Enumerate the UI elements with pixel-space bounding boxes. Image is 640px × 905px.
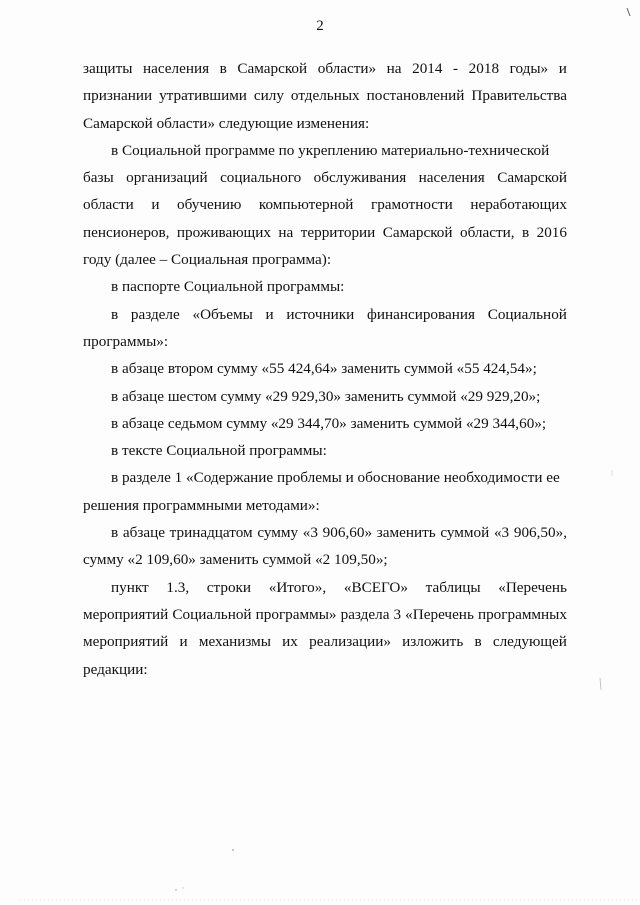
word: 906,50», xyxy=(513,524,567,542)
word: 3 xyxy=(393,605,402,623)
word: социального xyxy=(220,169,302,187)
text-line xyxy=(83,519,567,546)
text-line xyxy=(83,219,567,246)
word: постановлений xyxy=(366,87,465,105)
text-line xyxy=(83,601,567,628)
text-line xyxy=(83,55,567,82)
word: Самарской xyxy=(497,169,567,187)
word: сумму xyxy=(257,524,299,542)
text-line: году (далее – Социальная программа): xyxy=(83,251,332,269)
word: таблицы xyxy=(425,578,481,596)
text-line xyxy=(83,82,567,109)
text-line: Самарской области» следующие изменения: xyxy=(83,114,370,132)
word: «3 xyxy=(493,524,510,542)
text-line xyxy=(83,301,567,328)
word: и xyxy=(558,60,567,77)
text-line: программы»: xyxy=(83,332,169,350)
word: финансирования xyxy=(367,305,475,323)
word: компьютерной xyxy=(258,196,354,214)
word: 2018 xyxy=(468,60,500,77)
word: в xyxy=(474,633,482,651)
word: 2016 xyxy=(536,223,567,241)
word: источники xyxy=(286,305,355,323)
word: области, xyxy=(459,223,515,241)
word: программы» xyxy=(255,605,337,623)
word: «Перечень xyxy=(405,605,474,623)
text-line: сумму «2 109,60» заменить суммой «2 109,50»; xyxy=(83,551,388,569)
word: реализации» xyxy=(309,633,391,651)
word: обслуживания xyxy=(313,169,407,187)
word: отдельных xyxy=(290,87,360,105)
word: на xyxy=(386,60,402,77)
word: раздела xyxy=(340,605,390,623)
word: признании xyxy=(83,87,153,105)
text-line: в паспорте Социальной программы: xyxy=(111,278,345,296)
word: утратившими xyxy=(159,87,247,105)
word: суммой xyxy=(440,524,490,542)
word: 1.3, xyxy=(166,578,190,596)
word: территории xyxy=(300,223,376,241)
word: Социальной xyxy=(172,605,252,623)
word: тринадцатом xyxy=(169,524,253,542)
word: силу xyxy=(253,87,284,105)
word: «3 xyxy=(302,524,318,542)
word: в xyxy=(111,524,119,542)
text-line xyxy=(83,628,567,655)
text-line: в разделе 1 «Содержание проблемы и обоснование необходимости ее xyxy=(111,469,560,487)
word: неработающих xyxy=(470,196,567,214)
word: следующей xyxy=(492,633,567,651)
text-line: редакции: xyxy=(83,660,148,678)
word: механизмы xyxy=(198,633,271,651)
text-line: в Социальной программе по укреплению материально-технической xyxy=(111,141,550,159)
word: Самарской xyxy=(382,223,453,241)
word: изложить xyxy=(402,633,464,651)
word: пункт xyxy=(111,578,149,596)
word: Самарской xyxy=(237,60,308,77)
word: их xyxy=(282,633,298,651)
word: заменить xyxy=(376,524,436,542)
word: программных xyxy=(477,605,567,623)
text-line xyxy=(83,191,567,218)
word: в xyxy=(521,223,530,241)
word: организаций xyxy=(126,169,208,187)
text-line: в абзаце седьмом сумму «29 344,70» заменить суммой «29 344,60»; xyxy=(111,414,547,432)
text-line: в абзаце втором сумму «55 424,64» заменить суммой «55 424,54»; xyxy=(111,360,537,378)
word: населения xyxy=(418,169,485,187)
document-body xyxy=(83,55,567,683)
word: обучению xyxy=(177,196,242,214)
word: 2014 xyxy=(412,60,443,77)
word: Социальной xyxy=(487,305,567,323)
text-line xyxy=(83,164,567,191)
text-line: решения программными методами»: xyxy=(83,496,320,514)
word: и xyxy=(179,633,188,651)
word: пенсионеров, xyxy=(83,223,170,241)
word: строки xyxy=(206,578,252,596)
word: мероприятий xyxy=(83,633,169,651)
word: на xyxy=(278,223,294,241)
word: базы xyxy=(83,169,114,187)
word: в xyxy=(111,305,119,323)
word: грамотности xyxy=(370,196,453,214)
page-number: 2 xyxy=(316,18,324,34)
word: «Перечень xyxy=(498,578,567,596)
word: в xyxy=(219,60,227,77)
word: области xyxy=(83,196,134,214)
word: абзаце xyxy=(122,524,165,542)
word: и xyxy=(265,305,274,323)
word: Правительства xyxy=(471,87,567,105)
word: 906,60» xyxy=(322,524,373,542)
word: «Итого», xyxy=(268,578,327,596)
text-line xyxy=(83,574,567,601)
word: «Объемы xyxy=(192,305,253,323)
word: населения xyxy=(142,60,210,77)
word: - xyxy=(453,60,459,77)
word: разделе xyxy=(130,305,180,323)
word: области» xyxy=(317,60,377,77)
word: проживающих xyxy=(176,223,271,241)
word: и xyxy=(151,196,160,214)
word: мероприятий xyxy=(83,605,169,623)
word: годы» xyxy=(509,60,549,77)
word: защиты xyxy=(83,60,133,77)
word: «ВСЕГО» xyxy=(343,578,408,596)
text-line: в тексте Социальной программы: xyxy=(111,442,327,460)
text-line: в абзаце шестом сумму «29 929,30» заменить суммой «29 929,20»; xyxy=(111,387,541,405)
